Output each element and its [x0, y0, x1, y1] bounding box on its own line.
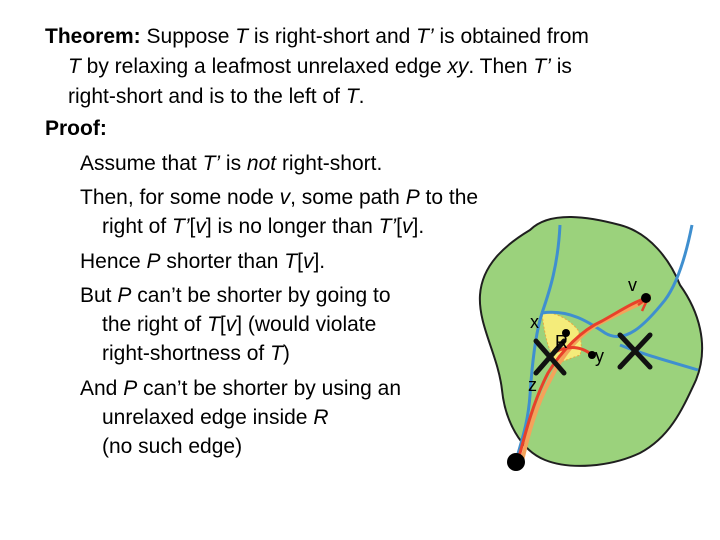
text: right-short. [276, 152, 383, 175]
math-xy: xy [447, 55, 469, 78]
text: , some path [290, 186, 406, 209]
proof-line-2 [80, 186, 478, 210]
text: the right of [102, 313, 208, 336]
math-T: T [284, 250, 298, 273]
math-T-prime: T’ [172, 215, 190, 238]
node-v [641, 293, 651, 303]
math-T: T [345, 85, 359, 108]
theorem-line-1 [45, 25, 589, 49]
math-T-prime: T’ [378, 215, 397, 238]
proof-line-5 [80, 284, 391, 308]
text: (no such edge) [102, 435, 243, 458]
proof-label: Proof: [45, 117, 107, 140]
text: ]. [313, 250, 326, 273]
diagram-svg [470, 205, 720, 480]
text: unrelaxed edge inside [102, 406, 314, 429]
math-P: P [123, 377, 138, 400]
math-T: T [68, 55, 81, 78]
proof-line-4 [80, 250, 325, 274]
path-diagram [470, 205, 720, 480]
proof-line-7 [102, 342, 290, 366]
text: right of [102, 215, 173, 238]
label-R: R [555, 332, 568, 352]
text: is [550, 55, 572, 78]
text: can’t be shorter by using an [137, 377, 402, 400]
proof-line-10 [102, 435, 242, 459]
text: [ [396, 215, 403, 238]
label-y: y [595, 346, 604, 366]
text: And [80, 377, 124, 400]
math-T: T [270, 342, 283, 365]
math-T: T [235, 25, 249, 48]
text: ]. [412, 215, 425, 238]
green-region [480, 217, 702, 466]
math-P: P [405, 186, 420, 209]
text: is right-short and [248, 25, 417, 48]
math-T-prime: T’ [202, 152, 221, 175]
theorem-line-2 [68, 55, 572, 79]
proof-line-3 [102, 215, 424, 239]
theorem-line-3 [68, 85, 364, 109]
node-root [507, 453, 525, 471]
emphasis-not: not [246, 152, 277, 175]
math-T-prime: T’ [533, 55, 551, 78]
proof-line-8 [80, 377, 401, 401]
math-T: T [207, 313, 220, 336]
math-v: v [302, 250, 314, 273]
text: Hence [80, 250, 147, 273]
text: is [220, 152, 247, 175]
proof-line-9 [102, 406, 329, 430]
label-z: z [528, 375, 537, 395]
proof-line-1 [80, 152, 382, 176]
label-x: x [530, 312, 539, 332]
text: Then, for some node [80, 186, 280, 209]
text: But [80, 284, 118, 307]
text: Assume that [80, 152, 203, 175]
math-v: v [402, 215, 413, 238]
theorem-label: Theorem: [45, 25, 141, 48]
text: by relaxing a leafmost unrelaxed edge [80, 55, 448, 78]
proof-line-6 [102, 313, 376, 337]
math-P: P [117, 284, 132, 307]
text: . [358, 85, 365, 108]
text: . Then [468, 55, 534, 78]
math-v: v [279, 186, 291, 209]
text: Suppose [140, 25, 236, 48]
text: [ [219, 313, 226, 336]
text: shorter than [160, 250, 285, 273]
text: right-short and is to the left of [68, 85, 346, 108]
math-P: P [146, 250, 161, 273]
text: ) [282, 342, 290, 365]
label-v: v [628, 275, 637, 295]
text: right-shortness of [102, 342, 271, 365]
math-v: v [225, 313, 237, 336]
text: ] (would violate [236, 313, 377, 336]
text: is obtained from [433, 25, 589, 48]
text: ] is no longer than [205, 215, 379, 238]
text: [ [189, 215, 196, 238]
math-T-prime: T’ [416, 25, 434, 48]
text: [ [297, 250, 303, 273]
math-R: R [313, 406, 329, 429]
text: can’t be shorter by going to [131, 284, 391, 307]
math-v: v [195, 215, 206, 238]
text: to the [419, 186, 479, 209]
